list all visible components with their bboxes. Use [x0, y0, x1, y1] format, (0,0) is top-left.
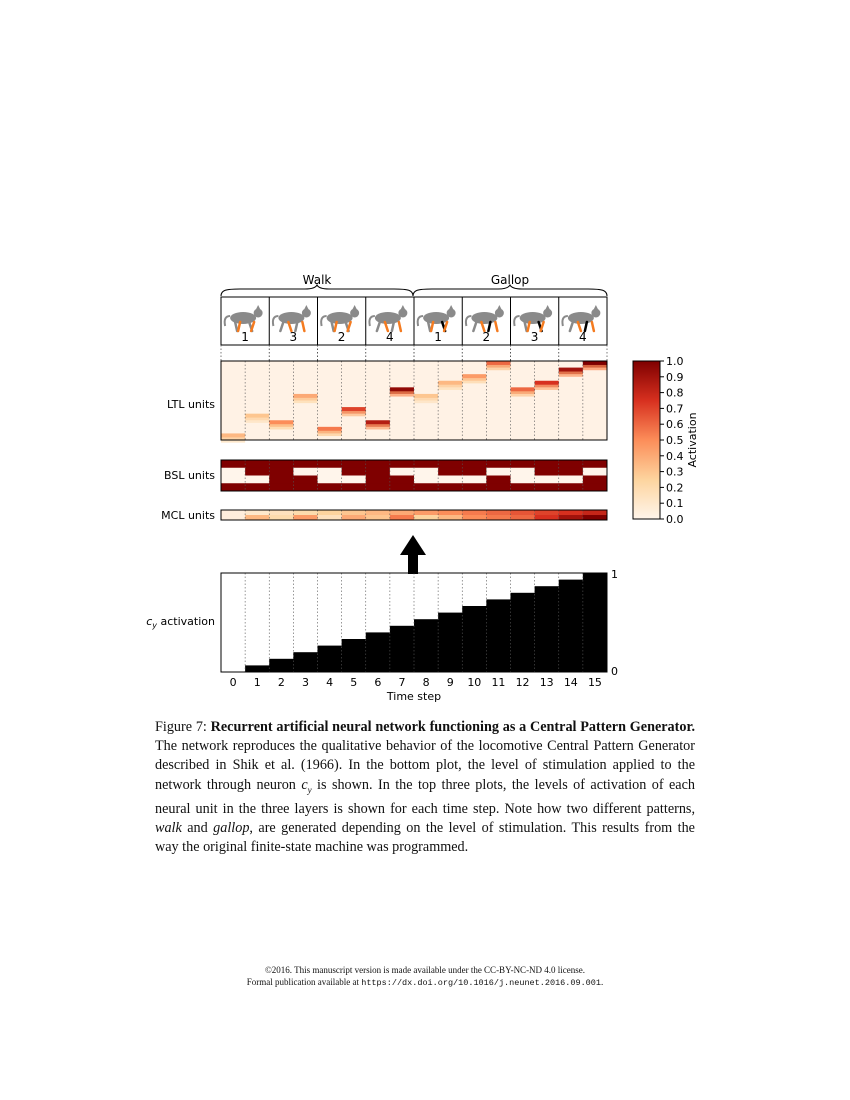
- x-tick-label: 5: [350, 676, 358, 689]
- bsl-cell: [462, 460, 487, 468]
- colorbar-label: Activation: [686, 412, 699, 468]
- figure-caption: [155, 718, 695, 857]
- mcl-cell: [559, 515, 584, 520]
- x-tick-label: 0: [229, 676, 237, 689]
- mcl-cell: [559, 510, 584, 515]
- bsl-cell: [486, 483, 511, 491]
- x-tick-label: 12: [515, 676, 530, 689]
- x-tick-label: 4: [326, 676, 334, 689]
- bsl-cell: [462, 476, 487, 484]
- ltl-label: LTL units: [166, 398, 215, 411]
- arrow-head: [400, 535, 426, 555]
- caption-cy-sub: y: [307, 784, 312, 795]
- footer-line-2: [0, 977, 850, 990]
- license-footer: [0, 965, 850, 989]
- mcl-heatmap: [221, 510, 608, 520]
- frame-number: 2: [482, 330, 491, 344]
- cy-bar: [559, 580, 584, 672]
- cy-bar: [342, 639, 367, 672]
- footer-prefix: Formal publication available at: [246, 976, 362, 987]
- cy-label-sub: y: [152, 621, 158, 630]
- arrow-shaft: [408, 554, 418, 574]
- bsl-cell: [535, 476, 560, 484]
- cy-bar: [390, 626, 415, 672]
- bsl-cell: [221, 476, 246, 484]
- colorbar-tick-label: 0.7: [666, 402, 684, 416]
- bsl-cell: [318, 476, 343, 484]
- mcl-cell: [535, 515, 560, 520]
- bsl-cell: [293, 460, 318, 468]
- bsl-cell: [269, 468, 294, 476]
- cy-bar: [318, 646, 343, 672]
- bsl-cell: [438, 483, 463, 491]
- cy-label: [146, 615, 215, 630]
- mcl-label: MCL units: [161, 509, 215, 522]
- ltl-heatmap: [221, 361, 607, 443]
- colorbar-tick-label: 0.1: [666, 497, 684, 511]
- mcl-cell: [414, 510, 439, 515]
- mcl-cell: [486, 515, 511, 520]
- bsl-cell: [245, 483, 270, 491]
- stimulus-arrow: [400, 535, 426, 574]
- group-gallop: [413, 273, 607, 296]
- cy-bar: [535, 586, 560, 672]
- mcl-cell: [245, 510, 270, 515]
- caption-fig-label: Figure 7:: [155, 719, 211, 735]
- frame-number: 4: [579, 330, 587, 344]
- ltl-cell-shadow: [318, 431, 342, 436]
- bsl-cell: [366, 460, 391, 468]
- bsl-cell: [293, 476, 318, 484]
- ltl-cell-shadow: [342, 411, 366, 416]
- bsl-cell: [221, 468, 246, 476]
- bsl-cell: [438, 468, 463, 476]
- x-tick-label: 2: [277, 676, 285, 689]
- caption-body-1: The network reproduces the qualitative behavior of the locomotive Central Pattern Generator described in Shik et al. (1966). In the bottom plot, the level of stimulation applied to the network through neuron: [155, 738, 695, 793]
- mcl-cell: [583, 510, 608, 515]
- mcl-cell: [583, 515, 608, 520]
- mcl-cell: [486, 510, 511, 515]
- mcl-cell: [293, 510, 318, 515]
- bsl-cell: [559, 468, 584, 476]
- colorbar-tick-label: 0.3: [666, 465, 684, 479]
- mcl-cell: [462, 510, 487, 515]
- ltl-cell-shadow: [245, 418, 269, 423]
- bsl-cell: [245, 476, 270, 484]
- ltl-cell-shadow: [583, 365, 607, 370]
- colorbar-tick-label: 0.0: [666, 513, 684, 526]
- bsl-cell: [414, 476, 439, 484]
- frame-number: 2: [337, 330, 346, 344]
- bsl-cell: [414, 483, 439, 491]
- y-tick-label-bottom: 0: [611, 665, 618, 678]
- mcl-cell: [366, 510, 391, 515]
- x-tick-label: 9: [446, 676, 454, 689]
- bsl-cell: [535, 468, 560, 476]
- colorbar-gradient: [633, 361, 660, 519]
- x-tick-label: 1: [253, 676, 261, 689]
- bsl-cell: [318, 483, 343, 491]
- bsl-cell: [414, 468, 439, 476]
- colorbar: [633, 355, 684, 526]
- cy-bar: [511, 593, 536, 672]
- ltl-cell-shadow: [293, 398, 317, 403]
- mcl-cell: [318, 510, 343, 515]
- bsl-cell: [366, 468, 391, 476]
- colorbar-tick-label: 0.5: [666, 434, 684, 447]
- bsl-cell: [342, 476, 367, 484]
- bsl-cell: [245, 460, 270, 468]
- x-tick-label: 15: [587, 676, 602, 689]
- bsl-cell: [438, 460, 463, 468]
- frame-number: 4: [386, 330, 394, 344]
- frame-number: 1: [241, 330, 249, 344]
- bsl-cell: [293, 468, 318, 476]
- x-tick-label: 8: [422, 676, 430, 689]
- frame-connectors: [221, 345, 607, 361]
- group-walk: [221, 273, 413, 296]
- bsl-cell: [342, 460, 367, 468]
- ltl-cell-shadow: [462, 378, 486, 383]
- bsl-cell: [390, 460, 415, 468]
- cy-label-text: activation: [157, 615, 215, 628]
- bsl-cell: [414, 460, 439, 468]
- ltl-cell-shadow: [511, 391, 535, 396]
- bsl-cell: [511, 476, 536, 484]
- caption-cy: c: [301, 776, 308, 793]
- bsl-cell: [511, 468, 536, 476]
- bsl-cell: [486, 476, 511, 484]
- cy-bar: [414, 619, 439, 672]
- bsl-heatmap: [221, 460, 608, 492]
- mcl-cell: [221, 515, 246, 520]
- colorbar-tick-label: 0.2: [666, 481, 684, 495]
- cy-bar: [486, 599, 511, 672]
- caption-body-2: is shown. In the top three plots, the levels of activation of each neural unit in the three layers is shown for each time step. Note how two different patterns,: [155, 776, 695, 817]
- bsl-cell: [438, 476, 463, 484]
- bsl-cell: [269, 476, 294, 484]
- bsl-cell: [511, 483, 536, 491]
- x-tick-label: 14: [563, 676, 578, 689]
- mcl-cell: [318, 515, 343, 520]
- cy-bar: [583, 573, 608, 672]
- colorbar-tick-label: 0.8: [666, 386, 684, 400]
- bsl-cell: [535, 483, 560, 491]
- frame-number: 3: [289, 330, 298, 344]
- gait-frames: [221, 297, 607, 345]
- ltl-cell-shadow: [269, 424, 293, 429]
- mcl-cell: [342, 515, 367, 520]
- cy-bar: [438, 613, 463, 672]
- footer-line-1: ©2016. This manuscript version is made available under the CC-BY-NC-ND 4.0 license.: [264, 965, 586, 975]
- bsl-cell: [583, 476, 608, 484]
- bsl-cell: [342, 483, 367, 491]
- bsl-cell: [245, 468, 270, 476]
- bsl-label: BSL units: [163, 469, 215, 482]
- bsl-cell: [559, 476, 584, 484]
- x-tick-label: 13: [539, 676, 554, 689]
- bsl-cell: [221, 460, 246, 468]
- bsl-cell: [535, 460, 560, 468]
- bsl-cell: [390, 468, 415, 476]
- bsl-cell: [366, 476, 391, 484]
- mcl-cell: [269, 515, 294, 520]
- mcl-cell: [366, 515, 391, 520]
- cy-bar: [269, 659, 294, 672]
- ltl-cell-shadow: [438, 385, 462, 390]
- colorbar-tick-label: 0.9: [666, 370, 684, 384]
- bsl-cell: [318, 460, 343, 468]
- group-label-gallop: Gallop: [490, 273, 530, 287]
- cy-bar: [245, 665, 270, 672]
- bsl-cell: [583, 468, 608, 476]
- bsl-cell: [342, 468, 367, 476]
- bsl-cell: [318, 468, 343, 476]
- mcl-cell: [462, 515, 487, 520]
- mcl-cell: [390, 510, 415, 515]
- caption-title: Recurrent artificial neural network functioning as a Central Pattern Generator.: [210, 719, 696, 735]
- caption-gallop: gallop: [213, 819, 250, 836]
- footer-doi-link[interactable]: https://dx.doi.org/10.1016/j.neunet.2016.09.001: [361, 977, 601, 988]
- x-tick-label: 10: [467, 676, 482, 689]
- caption-body-3: and: [181, 819, 214, 836]
- cy-label-symbol: c: [146, 615, 153, 628]
- caption-walk: walk: [155, 819, 182, 836]
- bsl-cell: [390, 483, 415, 491]
- caption-body-4: , are generated depending on the level of stimulation. This results from the way the original finite-state machine was programmed.: [155, 819, 695, 856]
- bsl-cell: [511, 460, 536, 468]
- ltl-cell-shadow: [414, 398, 438, 403]
- cy-bar: [462, 606, 487, 672]
- ltl-cell-shadow: [366, 424, 390, 429]
- bsl-cell: [269, 483, 294, 491]
- mcl-cell: [245, 515, 270, 520]
- frame-number: 1: [434, 330, 442, 344]
- colorbar-tick-label: 0.4: [666, 449, 684, 463]
- bsl-cell: [269, 460, 294, 468]
- ltl-cell-shadow: [390, 391, 414, 396]
- bsl-cell: [559, 483, 584, 491]
- bsl-cell: [390, 476, 415, 484]
- x-tick-label: 7: [398, 676, 406, 689]
- x-axis-label: Time step: [386, 690, 442, 703]
- bsl-cell: [583, 460, 608, 468]
- bsl-cell: [462, 483, 487, 491]
- mcl-cell: [269, 510, 294, 515]
- mcl-cell: [342, 510, 367, 515]
- mcl-cell: [535, 510, 560, 515]
- ltl-cell-shadow: [535, 385, 559, 390]
- bsl-cell: [366, 483, 391, 491]
- mcl-cell: [414, 515, 439, 520]
- x-tick-label: 3: [301, 676, 309, 689]
- mcl-cell: [390, 515, 415, 520]
- mcl-cell: [511, 515, 536, 520]
- frame-number: 3: [530, 330, 539, 344]
- footer-suffix: .: [600, 976, 604, 987]
- bsl-cell: [486, 468, 511, 476]
- bsl-cell: [559, 460, 584, 468]
- colorbar-tick-label: 0.6: [666, 418, 684, 432]
- cy-bar: [293, 652, 318, 672]
- cy-bar: [366, 632, 391, 672]
- mcl-cell: [438, 510, 463, 515]
- mcl-cell: [511, 510, 536, 515]
- mcl-cell: [438, 515, 463, 520]
- mcl-cell: [293, 515, 318, 520]
- mcl-cell: [221, 510, 246, 515]
- bsl-cell: [486, 460, 511, 468]
- bsl-cell: [293, 483, 318, 491]
- colorbar-tick-label: 1.0: [666, 355, 684, 368]
- bsl-cell: [583, 483, 608, 491]
- bsl-cell: [462, 468, 487, 476]
- y-tick-label-top: 1: [611, 568, 618, 581]
- x-tick-label: 6: [374, 676, 382, 689]
- group-label-walk: Walk: [302, 273, 332, 287]
- ltl-cell-shadow: [559, 372, 583, 377]
- ltl-cell-shadow: [486, 365, 510, 370]
- cy-activation-plot: [221, 568, 618, 689]
- bsl-cell: [221, 483, 246, 491]
- x-tick-label: 11: [491, 676, 506, 689]
